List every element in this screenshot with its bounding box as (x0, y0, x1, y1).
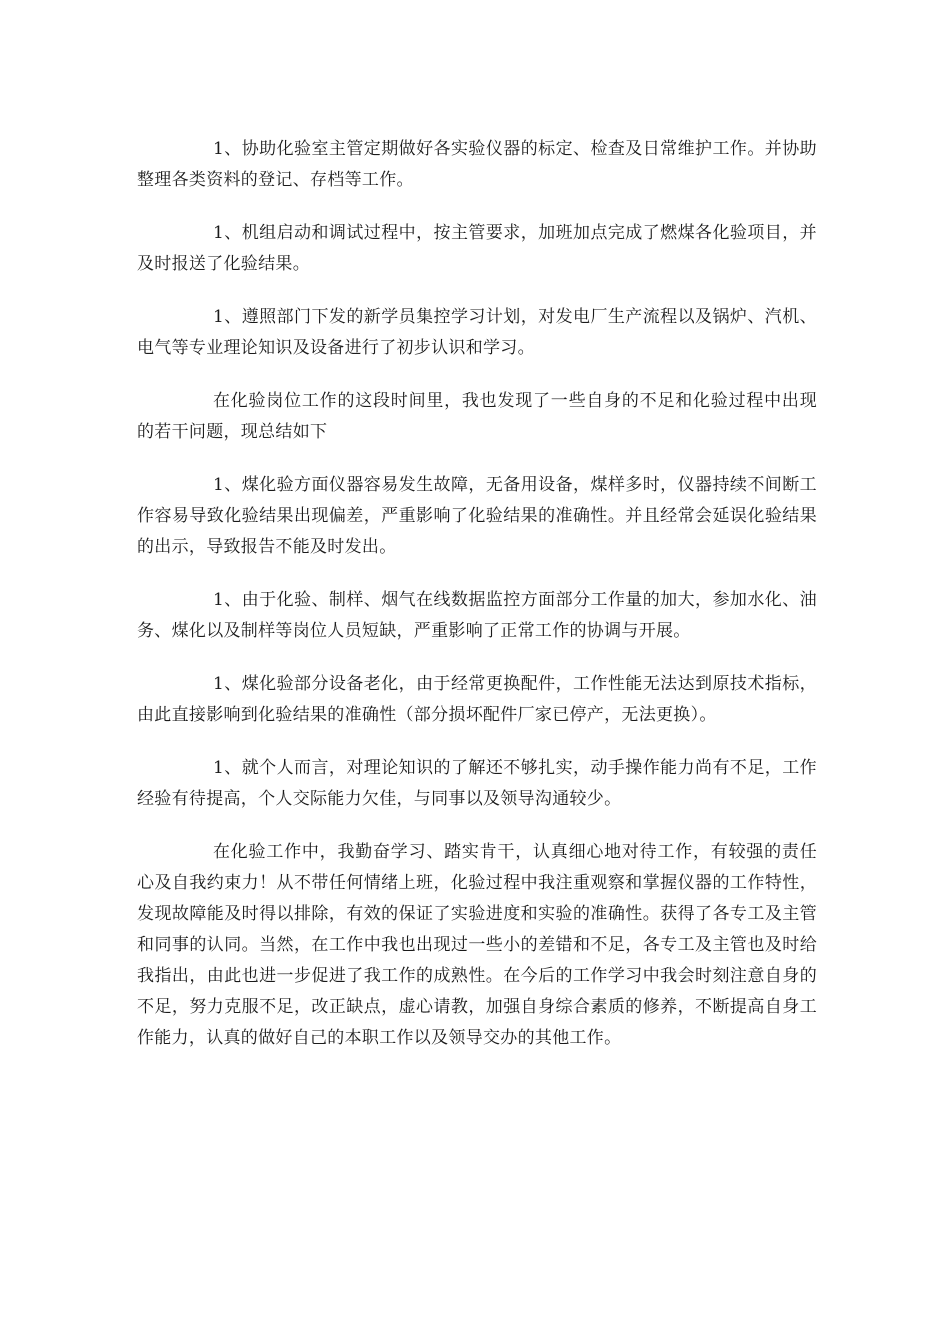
paragraph-problems-intro: 在化验岗位工作的这段时间里，我也发现了一些自身的不足和化验过程中出现的若干问题，现总结如下 (137, 391, 817, 442)
paragraph-training-plan: 1、遵照部门下发的新学员集控学习计划，对发电厂生产流程以及锅炉、汽机、电气等专业理论知识及设备进行了初步认识和学习。 (137, 307, 817, 358)
paragraph-personal-shortcomings: 1、就个人而言，对理论知识的了解还不够扎实，动手操作能力尚有不足，工作经验有待提高，个人交际能力欠佳，与同事以及领导沟通较少。 (137, 758, 817, 809)
paragraph-unit-startup: 1、机组启动和调试过程中，按主管要求，加班加点完成了燃煤各化验项目，并及时报送了化验结果。 (137, 223, 817, 274)
paragraph-summary: 在化验工作中，我勤奋学习、踏实肯干，认真细心地对待工作，有较强的责任心及自我约束力！从不带任何情绪上班，化验过程中我注重观察和掌握仪器的工作特性，发现故障能及时得以排除，有效的保证了实验进度和实验的准确性。获得了各专工及主管和同事的认同。当然，在工作中我也出现过一些小的差错和不足，各专工及主管也及时给我指出，由此也进一步促进了我工作的成熟性。在今后的工作学习中我会时刻注意自身的不足，努力克服不足，改正缺点，虚心请教，加强自身综合素质的修养，不断提高自身工作能力，认真的做好自己的本职工作以及领导交办的其他工作。 (137, 842, 817, 1048)
paragraph-instrument-maintenance: 1、协助化验室主管定期做好各实验仪器的标定、检查及日常维护工作。并协助整理各类资料的登记、存档等工作。 (137, 139, 817, 190)
paragraph-instrument-faults: 1、煤化验方面仪器容易发生故障，无备用设备，煤样多时，仪器持续不间断工作容易导致化验结果出现偏差，严重影响了化验结果的准确性。并且经常会延误化验结果的出示，导致报告不能及时发出。 (137, 475, 817, 557)
paragraph-staff-shortage: 1、由于化验、制样、烟气在线数据监控方面部分工作量的加大，参加水化、油务、煤化以及制样等岗位人员短缺，严重影响了正常工作的协调与开展。 (137, 590, 817, 641)
paragraph-equipment-aging: 1、煤化验部分设备老化，由于经常更换配件，工作性能无法达到原技术指标，由此直接影响到化验结果的准确性（部分损坏配件厂家已停产，无法更换）。 (137, 674, 817, 725)
document-body (137, 134, 817, 1076)
